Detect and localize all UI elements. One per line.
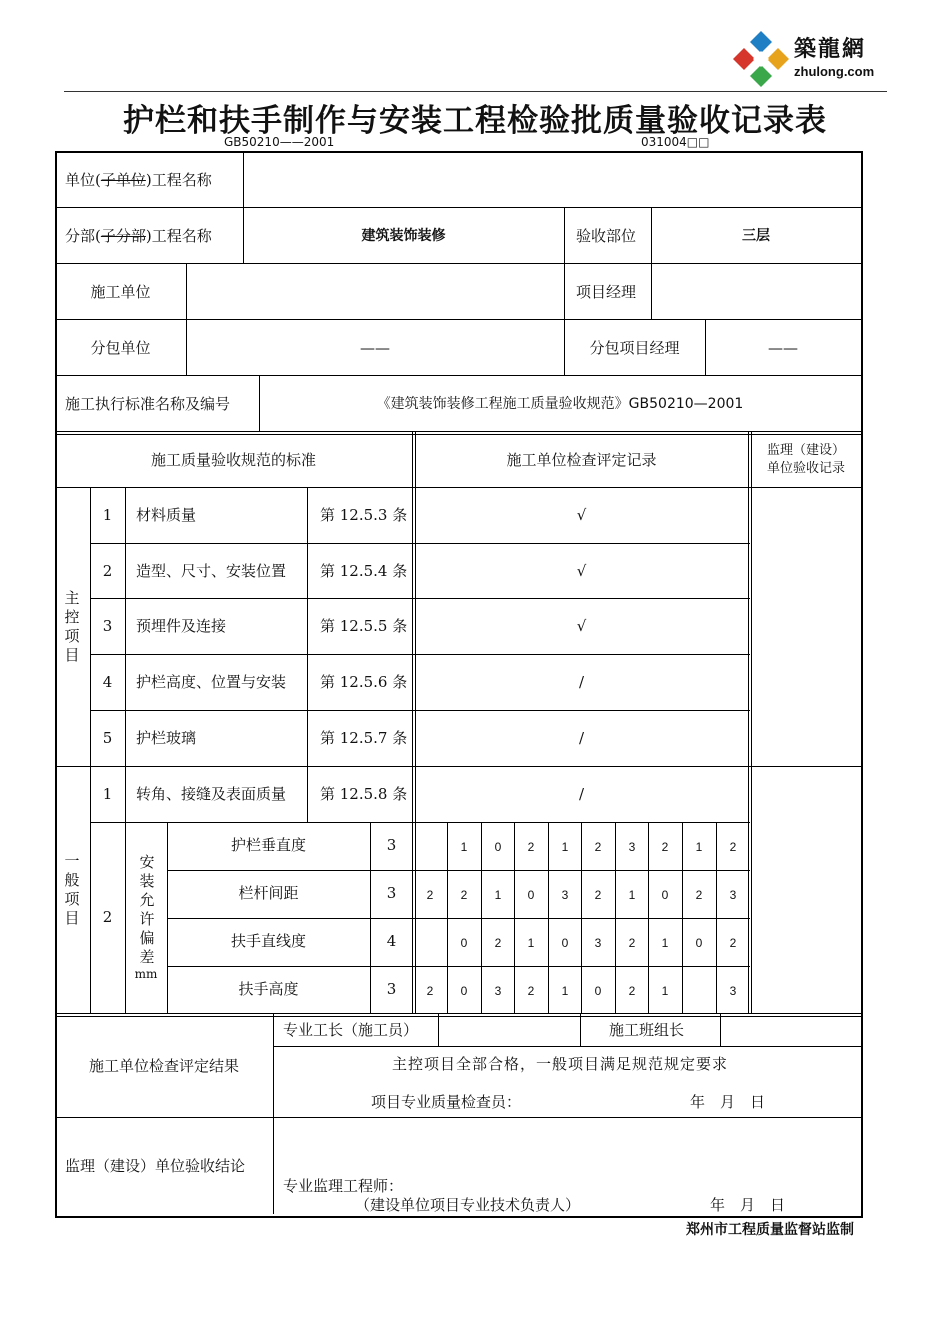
general-item-1-result: /	[578, 785, 585, 803]
main-item-name: 护栏高度、位置与安装	[136, 673, 287, 691]
measured-value: 2	[628, 936, 636, 950]
grid-line	[720, 1013, 721, 1046]
measured-value: 3	[729, 888, 737, 902]
tolerance-item-name: 护栏垂直度	[230, 836, 306, 854]
grid-line	[186, 263, 187, 375]
measured-value: 1	[460, 840, 468, 854]
tolerance-item-name: 扶手高度	[238, 980, 299, 998]
form-code: 031004□□	[641, 135, 710, 149]
contractor-label: 施工单位	[90, 283, 151, 301]
grid-line	[438, 1013, 439, 1046]
logo-diamond	[733, 48, 755, 70]
main-item-clause: 第 12.5.4 条	[320, 562, 408, 580]
division-project-name-label: 分部(子分部)工程名称	[65, 227, 212, 245]
subcontractor-label: 分包单位	[90, 339, 151, 357]
main-item-name: 预埋件及连接	[136, 617, 227, 635]
supervision-column-header-line1: 监理（建设）	[766, 443, 845, 458]
grid-line	[90, 543, 750, 544]
main-item-result: √	[576, 506, 587, 524]
grid-line	[651, 207, 652, 319]
measured-value: 2	[527, 984, 535, 998]
tolerance-allowed-value: 4	[386, 932, 397, 950]
acceptance-part-label: 验收部位	[576, 227, 637, 245]
main-item-number: 3	[102, 617, 113, 635]
measured-value: 3	[628, 840, 636, 854]
measured-value: 2	[695, 888, 703, 902]
grid-line	[167, 918, 750, 919]
foreman-label: 专业工长（施工员）	[283, 1021, 419, 1039]
grid-line	[55, 263, 861, 264]
tolerance-allowed-value: 3	[386, 836, 397, 854]
grid-line	[580, 1013, 581, 1046]
division-project-name-value: 建筑装饰装修	[361, 228, 446, 244]
project-manager-label: 项目经理	[576, 283, 637, 301]
main-item-result: √	[576, 617, 587, 635]
grid-line	[125, 487, 126, 1013]
tolerance-unit: mm	[134, 967, 158, 981]
main-item-clause: 第 12.5.5 条	[320, 617, 408, 635]
main-item-name: 护栏玻璃	[136, 729, 197, 747]
measured-value: 0	[460, 936, 468, 950]
execution-standard-label: 施工执行标准名称及编号	[65, 395, 231, 413]
logo-diamond	[767, 48, 789, 70]
grid-line	[55, 375, 861, 376]
measured-value: 0	[695, 936, 703, 950]
grid-line	[55, 431, 861, 432]
contractor-result-label: 施工单位检查评定结果	[88, 1057, 239, 1075]
measured-value: 1	[561, 840, 569, 854]
grid-line	[55, 766, 861, 767]
measured-value: 2	[527, 840, 535, 854]
measured-value: 2	[426, 888, 434, 902]
sub-project-manager-value: ——	[768, 339, 798, 357]
measured-value: 3	[561, 888, 569, 902]
measured-value: 2	[594, 840, 602, 854]
grid-line	[90, 598, 750, 599]
tolerance-allowed-value: 3	[386, 884, 397, 902]
grid-line	[55, 487, 861, 488]
main-item-name: 材料质量	[136, 506, 197, 524]
logo-chinese-name: 築龍網	[794, 36, 867, 62]
measured-value: 2	[426, 984, 434, 998]
supervision-date: 年 月 日	[710, 1196, 786, 1214]
measured-value: 2	[460, 888, 468, 902]
general-item-1-name: 转角、接缝及表面质量	[136, 785, 287, 803]
measured-value: 2	[729, 840, 737, 854]
measured-value: 1	[661, 936, 669, 950]
grid-line	[307, 487, 308, 822]
general-item-1-number: 1	[102, 785, 113, 803]
measured-value: 2	[494, 936, 502, 950]
measured-value: 1	[494, 888, 502, 902]
grid-line	[55, 1013, 861, 1014]
grid-line	[167, 870, 750, 871]
unit-project-name-label: 单位(子单位)工程名称	[65, 171, 212, 189]
measured-value: 0	[460, 984, 468, 998]
main-item-name: 造型、尺寸、安装位置	[136, 562, 287, 580]
team-leader-label: 施工班组长	[609, 1021, 685, 1039]
supervising-engineer-label: 专业监理工程师：	[283, 1177, 404, 1195]
general-items-label: 一般项目	[64, 852, 80, 927]
measured-value: 1	[695, 840, 703, 854]
measured-value: 3	[494, 984, 502, 998]
footer-issuer: 郑州市工程质量监督站监制	[686, 1222, 854, 1238]
grid-line	[167, 966, 750, 967]
header-rule	[64, 91, 887, 92]
main-item-number: 1	[102, 506, 113, 524]
grid-line	[243, 151, 244, 263]
sub-project-manager-label: 分包项目经理	[589, 339, 680, 357]
page-title: 护栏和扶手制作与安装工程检验批质量验收记录表	[123, 103, 827, 139]
measured-value: 0	[594, 984, 602, 998]
grid-line	[273, 1046, 861, 1047]
logo-diamond-center	[753, 51, 769, 67]
grid-line	[748, 431, 749, 1013]
grid-line	[90, 822, 750, 823]
grid-line	[90, 654, 750, 655]
measured-value: 0	[561, 936, 569, 950]
measured-value: 2	[594, 888, 602, 902]
main-item-clause: 第 12.5.7 条	[320, 729, 408, 747]
measured-value: 1	[527, 936, 535, 950]
measured-value: 2	[729, 936, 737, 950]
subcontractor-value: ——	[360, 339, 390, 357]
spec-column-header: 施工质量验收规范的标准	[150, 451, 316, 469]
acceptance-part-value: 三层	[742, 228, 770, 244]
measured-value: 0	[494, 840, 502, 854]
contractor-conclusion: 主控项目全部合格，一般项目满足规范规定要求	[392, 1055, 729, 1073]
measured-value: 0	[527, 888, 535, 902]
grid-line	[412, 431, 413, 1013]
quality-inspector-label: 项目专业质量检查员：	[371, 1093, 522, 1111]
measured-value: 3	[594, 936, 602, 950]
grid-line	[55, 319, 861, 320]
measured-value: 1	[661, 984, 669, 998]
logo-diamond	[750, 65, 772, 87]
contractor-date: 年 月 日	[690, 1093, 766, 1111]
grid-line	[55, 1117, 861, 1118]
general-item-2-number: 2	[102, 908, 113, 926]
grid-line	[90, 710, 750, 711]
general-item-1-clause: 第 12.5.8 条	[320, 785, 408, 803]
owner-technical-lead-note: （建设单位项目专业技术负责人）	[355, 1196, 581, 1214]
logo-diamond	[750, 31, 772, 53]
logo-domain: zhulong.com	[794, 64, 875, 79]
measured-value: 2	[661, 840, 669, 854]
execution-standard-value: 《建筑装饰装修工程施工质量验收规范》GB50210—2001	[376, 396, 744, 412]
main-item-number: 2	[102, 562, 113, 580]
main-control-items-label: 主控项目	[64, 589, 80, 664]
measured-value: 0	[661, 888, 669, 902]
record-column-header: 施工单位检查评定记录	[506, 451, 657, 469]
measured-value: 3	[729, 984, 737, 998]
supervision-conclusion-label: 监理（建设）单位验收结论	[65, 1157, 246, 1175]
measured-value: 1	[561, 984, 569, 998]
tolerance-item-name: 栏杆间距	[238, 884, 299, 902]
main-item-number: 5	[102, 729, 113, 747]
measured-value: 2	[628, 984, 636, 998]
main-item-clause: 第 12.5.3 条	[320, 506, 408, 524]
main-item-result: /	[578, 673, 585, 691]
main-item-result: /	[578, 729, 585, 747]
standard-code: GB50210——2001	[224, 135, 335, 149]
tolerance-allowed-value: 3	[386, 980, 397, 998]
logo-mark-icon	[732, 30, 790, 88]
grid-line	[55, 207, 861, 208]
supervision-column-header-line2: 单位验收记录	[766, 461, 845, 476]
measured-value: 1	[628, 888, 636, 902]
zhulong-logo	[732, 30, 892, 88]
grid-line	[273, 1013, 274, 1214]
tolerance-item-name: 扶手直线度	[230, 932, 306, 950]
main-item-clause: 第 12.5.6 条	[320, 673, 408, 691]
tolerance-group-label: 安装允许偏差	[139, 853, 155, 966]
main-item-result: √	[576, 562, 587, 580]
main-item-number: 4	[102, 673, 113, 691]
